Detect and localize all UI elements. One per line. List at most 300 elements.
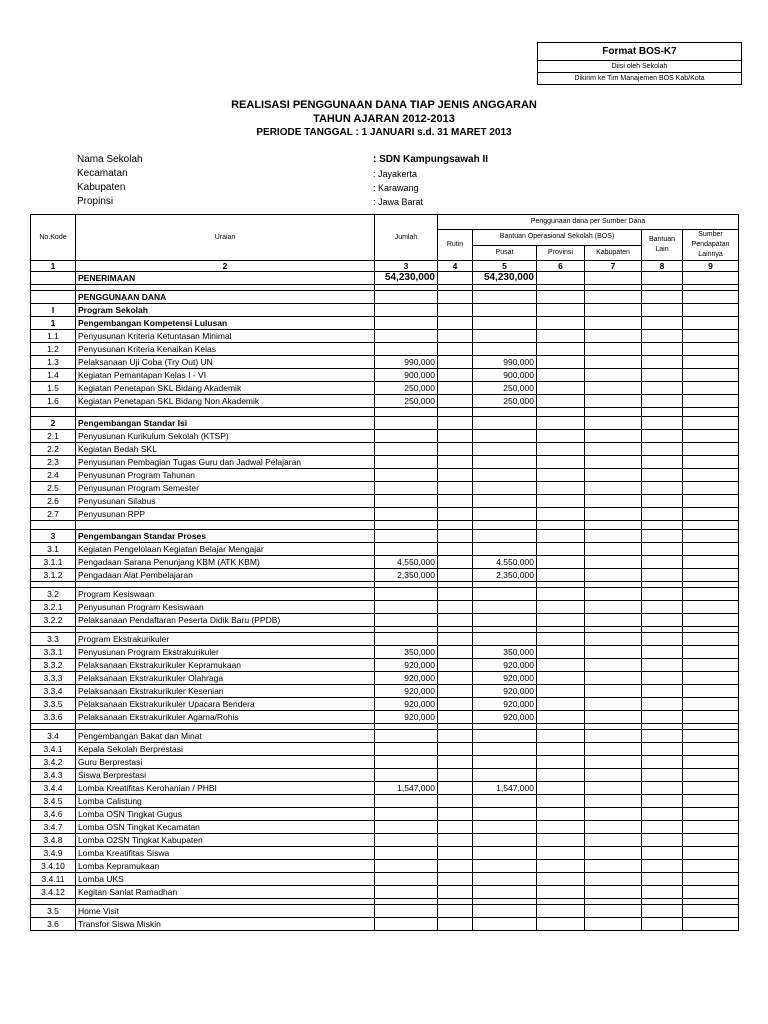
bantuan-lain-cell [642,905,683,918]
uraian-cell [76,521,375,530]
kode-cell: 3.4.8 [31,834,76,847]
jumlah-cell: 250,000 [375,382,438,395]
table-row [31,782,739,795]
table-row [31,711,739,724]
table-row [31,847,739,860]
bantuan-lain-cell [642,886,683,899]
provinsi-cell [537,821,585,834]
header-penggunaan: Penggunaan dana per Sumber Dana [438,215,739,230]
uraian-cell: Kegiatan Bedah SKL [76,443,375,456]
table-row [31,756,739,769]
provinsi-cell [537,769,585,782]
rutin-cell [438,756,473,769]
kabupaten-cell [585,860,642,873]
header-provinsi: Provinsi [537,245,585,261]
bantuan-lain-cell [642,417,683,430]
uraian-cell: Pelaksanaan Pendaftaran Peserta Didik Baru (PPDB) [76,614,375,627]
table-row [31,905,739,918]
pusat-cell [473,343,537,356]
kode-cell: 1.1 [31,330,76,343]
rutin-cell [438,860,473,873]
rutin-cell [438,508,473,521]
sumber-lain-cell [683,672,739,685]
kode-cell: 3.4.6 [31,808,76,821]
jumlah-cell [375,756,438,769]
kode-cell: 2.6 [31,495,76,508]
label-propinsi: Propinsi [77,196,114,207]
sumber-lain-cell [683,808,739,821]
bantuan-lain-cell [642,369,683,382]
pusat-cell: 990,000 [473,356,537,369]
uraian-cell [76,408,375,417]
sumber-lain-cell [683,495,739,508]
provinsi-cell [537,756,585,769]
table-row [31,456,739,469]
pusat-cell [473,291,537,304]
label-nama-sekolah: Nama Sekolah [77,154,143,165]
pusat-cell: 900,000 [473,369,537,382]
uraian-cell: Penyusunan Kriteria Ketuntasan Minimal [76,330,375,343]
kabupaten-cell [585,698,642,711]
kabupaten-cell [585,685,642,698]
value-nama-sekolah: : SDN Kampungsawah II [373,154,489,165]
pusat-cell [473,443,537,456]
sumber-lain-cell [683,756,739,769]
jumlah-cell [375,482,438,495]
jumlah-cell: 920,000 [375,698,438,711]
kode-cell: I [31,304,76,317]
sumber-lain-cell [683,569,739,582]
bantuan-lain-cell [642,834,683,847]
table-row [31,469,739,482]
header-uraian: Uraian [76,215,375,261]
header-no-kode: No.Kode [31,215,76,261]
kode-cell: 2.5 [31,482,76,495]
pusat-cell [473,905,537,918]
kabupaten-cell [585,521,642,530]
jumlah-cell [375,317,438,330]
uraian-cell: Program Kesiswaan [76,588,375,601]
kode-cell: 1.4 [31,369,76,382]
sumber-lain-cell [683,482,739,495]
kode-cell [31,272,76,285]
kabupaten-cell [585,395,642,408]
kode-cell: 2.3 [31,456,76,469]
sumber-lain-cell [683,821,739,834]
pusat-cell: 1,547,000 [473,782,537,795]
kabupaten-cell [585,291,642,304]
column-number: 6 [537,261,585,272]
pusat-cell [473,795,537,808]
rutin-cell [438,469,473,482]
table-row [31,795,739,808]
uraian-cell: Pengembangan Standar Isi [76,417,375,430]
kabupaten-cell [585,614,642,627]
pusat-cell [473,543,537,556]
uraian-cell: Siswa Berprestasi [76,769,375,782]
provinsi-cell [537,601,585,614]
uraian-cell: Penyusunan Kriteria Kenaikan Kelas [76,343,375,356]
pusat-cell: 54,230,000 [473,272,537,285]
jumlah-cell [375,543,438,556]
kode-cell [31,408,76,417]
pusat-cell: 2,350,000 [473,569,537,582]
pusat-cell: 250,000 [473,395,537,408]
jumlah-cell [375,443,438,456]
kabupaten-cell [585,456,642,469]
jumlah-cell [375,495,438,508]
uraian-cell: Pelaksanaan Uji Coba (Try Out) UN [76,356,375,369]
sumber-lain-cell [683,711,739,724]
bantuan-lain-cell [642,382,683,395]
jumlah-cell [375,633,438,646]
pusat-cell [473,730,537,743]
bantuan-lain-cell [642,808,683,821]
kode-cell: 3.4.5 [31,795,76,808]
kode-cell: 3.6 [31,918,76,931]
sumber-lain-cell [683,918,739,931]
provinsi-cell [537,834,585,847]
kode-cell: 3.3.6 [31,711,76,724]
pusat-cell [473,756,537,769]
provinsi-cell [537,382,585,395]
jumlah-cell [375,821,438,834]
rutin-cell [438,356,473,369]
table-row [31,508,739,521]
bantuan-lain-cell [642,469,683,482]
provinsi-cell [537,356,585,369]
sumber-lain-cell [683,508,739,521]
table-row [31,272,739,285]
table-row [31,521,739,530]
pusat-cell [473,469,537,482]
bantuan-lain-cell [642,918,683,931]
provinsi-cell [537,905,585,918]
rutin-cell [438,543,473,556]
kabupaten-cell [585,847,642,860]
table-row [31,614,739,627]
sumber-lain-cell [683,430,739,443]
table-row [31,646,739,659]
uraian-cell: Pengadaan Alat Pembelajaran [76,569,375,582]
rutin-cell [438,847,473,860]
bantuan-lain-cell [642,356,683,369]
bantuan-lain-cell [642,782,683,795]
jumlah-cell [375,588,438,601]
table-row [31,317,739,330]
kabupaten-cell [585,382,642,395]
kabupaten-cell [585,743,642,756]
uraian-cell: Penyusunan RPP [76,508,375,521]
kode-cell: 3.4.1 [31,743,76,756]
table-row [31,304,739,317]
kode-cell: 3.4.4 [31,782,76,795]
kode-cell: 3.3.3 [31,672,76,685]
kabupaten-cell [585,508,642,521]
pusat-cell: 920,000 [473,672,537,685]
sumber-lain-cell [683,873,739,886]
kabupaten-cell [585,343,642,356]
bantuan-lain-cell [642,317,683,330]
pusat-cell [473,317,537,330]
column-number: 5 [473,261,537,272]
value-propinsi: : Jawa Barat [373,197,424,207]
uraian-cell: Pelaksanaan Ekstrakurikuler Kesenian [76,685,375,698]
bantuan-lain-cell [642,430,683,443]
kode-cell: 3.4.9 [31,847,76,860]
jumlah-cell [375,905,438,918]
kode-cell: 3.4.10 [31,860,76,873]
table-row [31,430,739,443]
sumber-lain-cell [683,317,739,330]
jumlah-cell [375,469,438,482]
table-row [31,443,739,456]
bantuan-lain-cell [642,291,683,304]
header-bos: Bantuan Operasional Sekolah (BOS) [473,230,642,246]
kode-cell: 1.5 [31,382,76,395]
rutin-cell [438,521,473,530]
provinsi-cell [537,521,585,530]
bantuan-lain-cell [642,395,683,408]
kode-cell: 1.3 [31,356,76,369]
sumber-lain-cell [683,330,739,343]
pusat-cell: 350,000 [473,646,537,659]
kabupaten-cell [585,272,642,285]
bantuan-lain-cell [642,821,683,834]
pusat-cell [473,886,537,899]
column-number: 3 [375,261,438,272]
uraian-cell: Penyusunan Pembagian Tugas Guru dan Jadwal Pelajaran [76,456,375,469]
kabupaten-cell [585,530,642,543]
jumlah-cell: 920,000 [375,659,438,672]
kode-cell: 3.1.1 [31,556,76,569]
jumlah-cell [375,456,438,469]
provinsi-cell [537,395,585,408]
jumlah-cell [375,795,438,808]
table-row [31,495,739,508]
sumber-lain-cell [683,469,739,482]
sumber-lain-cell [683,356,739,369]
uraian-cell: Lomba OSN Tingkat Gugus [76,808,375,821]
bantuan-lain-cell [642,408,683,417]
jumlah-cell [375,834,438,847]
jumlah-cell [375,743,438,756]
table-row [31,860,739,873]
pusat-cell: 920,000 [473,685,537,698]
bantuan-lain-cell [642,685,683,698]
kabupaten-cell [585,588,642,601]
provinsi-cell [537,743,585,756]
jumlah-cell [375,730,438,743]
kode-cell: 3.4.2 [31,756,76,769]
jumlah-cell: 54,230,000 [375,272,438,285]
table-row [31,569,739,582]
kode-cell: 3.4.7 [31,821,76,834]
kode-cell: 3.2.2 [31,614,76,627]
rutin-cell [438,588,473,601]
table-row [31,356,739,369]
kabupaten-cell [585,756,642,769]
provinsi-cell [537,330,585,343]
kode-cell: 3.4.11 [31,873,76,886]
provinsi-cell [537,711,585,724]
pusat-cell [473,408,537,417]
sumber-lain-cell [683,698,739,711]
kode-cell: 2.1 [31,430,76,443]
column-number: 1 [31,261,76,272]
sumber-lain-cell [683,417,739,430]
sumber-lain-cell [683,443,739,456]
uraian-cell: Lomba Kreatifitas Siswa [76,847,375,860]
bantuan-lain-cell [642,569,683,582]
provinsi-cell [537,795,585,808]
table-row [31,395,739,408]
rutin-cell [438,873,473,886]
kode-cell: 3 [31,530,76,543]
sumber-lain-cell [683,614,739,627]
provinsi-cell [537,672,585,685]
sumber-lain-cell [683,521,739,530]
kabupaten-cell [585,782,642,795]
header-bantuan-lain: Bantuan Lain [642,230,683,261]
rutin-cell [438,730,473,743]
rutin-cell [438,530,473,543]
kode-cell: 2.4 [31,469,76,482]
rutin-cell [438,808,473,821]
provinsi-cell [537,782,585,795]
provinsi-cell [537,317,585,330]
jumlah-cell [375,330,438,343]
bantuan-lain-cell [642,633,683,646]
table-row [31,834,739,847]
sumber-lain-cell [683,860,739,873]
rutin-cell [438,343,473,356]
rutin-cell [438,382,473,395]
jumlah-cell: 4,550,000 [375,556,438,569]
kabupaten-cell [585,646,642,659]
kabupaten-cell [585,905,642,918]
jumlah-cell [375,769,438,782]
uraian-cell: Program Sekolah [76,304,375,317]
provinsi-cell [537,482,585,495]
kabupaten-cell [585,317,642,330]
header-jumlah: Jumlah [375,215,438,261]
uraian-cell: Penyusunan Kurikulum Sekolah (KTSP) [76,430,375,443]
jumlah-cell [375,614,438,627]
jumlah-cell: 990,000 [375,356,438,369]
rutin-cell [438,918,473,931]
provinsi-cell [537,272,585,285]
report-year: TAHUN AJARAN 2012-2013 [313,113,455,125]
sumber-lain-cell [683,886,739,899]
kabupaten-cell [585,730,642,743]
bantuan-lain-cell [642,711,683,724]
bantuan-lain-cell [642,860,683,873]
provinsi-cell [537,730,585,743]
bantuan-lain-cell [642,730,683,743]
rutin-cell [438,430,473,443]
kabupaten-cell [585,417,642,430]
table-row [31,369,739,382]
bantuan-lain-cell [642,330,683,343]
table-row [31,601,739,614]
pusat-cell [473,847,537,860]
jumlah-cell: 1,547,000 [375,782,438,795]
rutin-cell [438,711,473,724]
kabupaten-cell [585,304,642,317]
pusat-cell: 250,000 [473,382,537,395]
rutin-cell [438,408,473,417]
format-note-1: Diisi oleh Sekolah [538,60,741,72]
sumber-lain-cell [683,834,739,847]
kode-cell: 3.2.1 [31,601,76,614]
sumber-lain-cell [683,659,739,672]
uraian-cell: PENGGUNAAN DANA [76,291,375,304]
rutin-cell [438,317,473,330]
uraian-cell: Pelaksanaan Ekstrakurikuler Upacara Bendera [76,698,375,711]
sumber-lain-cell [683,395,739,408]
column-number-row [31,261,739,272]
sumber-lain-cell [683,588,739,601]
rutin-cell [438,646,473,659]
rutin-cell [438,672,473,685]
bantuan-lain-cell [642,495,683,508]
rutin-cell [438,417,473,430]
pusat-cell [473,860,537,873]
sumber-lain-cell [683,782,739,795]
uraian-cell: Transfor Siswa Miskin [76,918,375,931]
pusat-cell [473,918,537,931]
provinsi-cell [537,698,585,711]
provinsi-cell [537,304,585,317]
bantuan-lain-cell [642,847,683,860]
jumlah-cell: 350,000 [375,646,438,659]
uraian-cell: Home Visit [76,905,375,918]
uraian-cell: Kegiatan Penetapan SKL Bidang Akademik [76,382,375,395]
kabupaten-cell [585,356,642,369]
bantuan-lain-cell [642,482,683,495]
kabupaten-cell [585,672,642,685]
uraian-cell: Lomba UKS [76,873,375,886]
rutin-cell [438,369,473,382]
column-number: 8 [642,261,683,272]
kabupaten-cell [585,808,642,821]
kabupaten-cell [585,633,642,646]
kode-cell: 1.6 [31,395,76,408]
uraian-cell: Penyusunan Silabus [76,495,375,508]
provinsi-cell [537,569,585,582]
sumber-lain-cell [683,369,739,382]
jumlah-cell [375,808,438,821]
table-row [31,382,739,395]
uraian-cell: Kepala Sekolah Berprestasi [76,743,375,756]
jumlah-cell [375,873,438,886]
pusat-cell [473,508,537,521]
table-row [31,743,739,756]
pusat-cell [473,482,537,495]
rutin-cell [438,633,473,646]
table-row [31,530,739,543]
provinsi-cell [537,633,585,646]
rutin-cell [438,395,473,408]
jumlah-cell [375,530,438,543]
sumber-lain-cell [683,633,739,646]
pusat-cell [473,417,537,430]
kode-cell: 1.2 [31,343,76,356]
bantuan-lain-cell [642,873,683,886]
kabupaten-cell [585,543,642,556]
provinsi-cell [537,530,585,543]
